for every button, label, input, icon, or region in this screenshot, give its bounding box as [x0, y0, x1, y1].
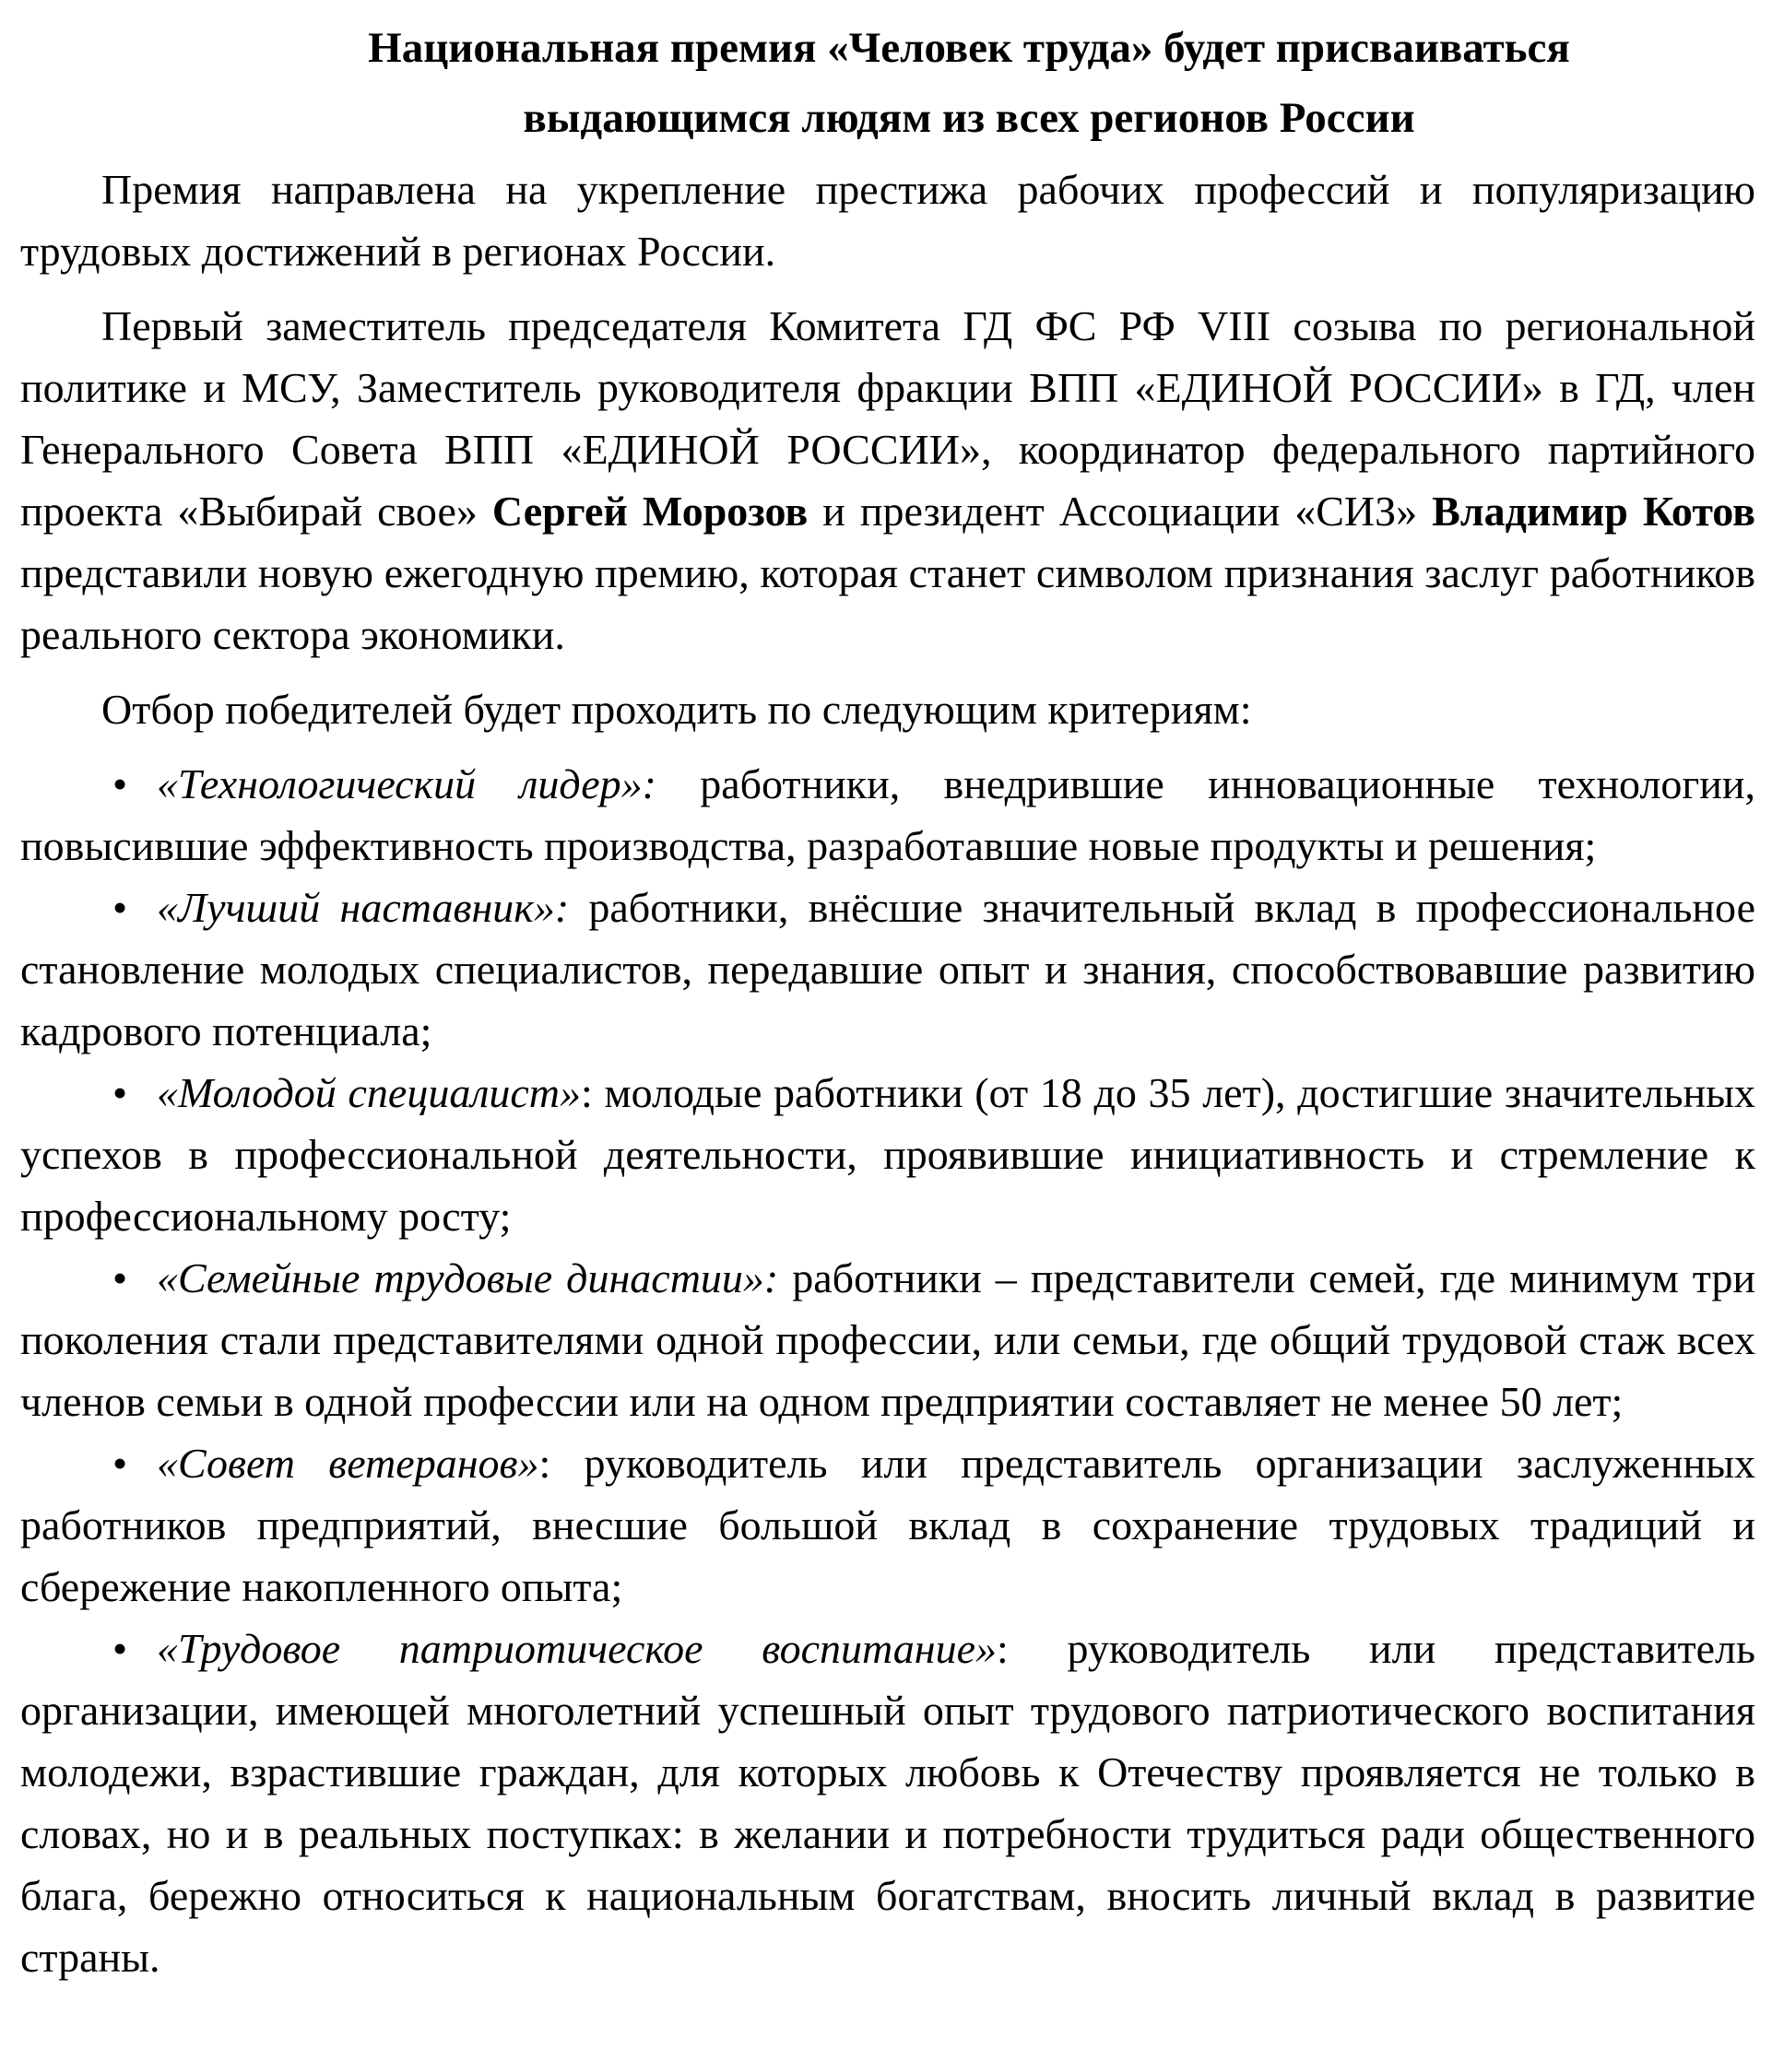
criteria-text: : руководитель или представитель организации, имеющей многолетний успешный опыт трудового патриотического воспитания молодежи, взрастившие граждан, для которых любовь к Отечеству проявляется не только в словах, но и в реальных поступках: в желании и потребности трудиться ради общественного блага, бережно относиться к национальным богатствам, вносить личный вклад в развитие страны.: [20, 1625, 1755, 1981]
criteria-item: [20, 1432, 1755, 1618]
name-kotov: Владимир Котов: [1432, 488, 1756, 535]
criteria-intro: Отбор победителей будет проходить по следующим критериям:: [101, 686, 1252, 733]
criteria-text: : молодые работники (от 18 до 35 лет), достигшие значительных успехов в профессиональной деятельности, проявившие инициативность и стремление к профессиональному росту;: [20, 1069, 1755, 1240]
criteria-name: «Семейные трудовые династии»:: [157, 1254, 779, 1301]
criteria-item: [20, 753, 1755, 877]
intro-paragraph: Премия направлена на укрепление престижа рабочих профессий и популяризацию трудовых достижений в регионах России.: [20, 166, 1755, 275]
presenters-text-3: представили новую ежегодную премию, которая станет символом признания заслуг работников реального сектора экономики.: [20, 549, 1755, 658]
title-line-2: выдающимся людям из всех регионов России: [523, 94, 1415, 142]
criteria-item: [20, 1247, 1755, 1432]
bullet-icon: •: [112, 1069, 128, 1116]
bullet-icon: •: [112, 1625, 128, 1672]
criteria-name: «Технологический лидер»:: [157, 760, 656, 807]
criteria-list: [20, 753, 1755, 1988]
criteria-text: работники, внёсшие значительный вклад в профессиональное становление молодых специалистов, передавшие опыт и знания, способствовавшие развитию кадрового потенциала;: [20, 884, 1755, 1054]
bullet-icon: •: [112, 884, 128, 931]
presenters-paragraph: [20, 295, 1755, 665]
criteria-name: «Трудовое патриотическое воспитание»: [157, 1625, 998, 1672]
criteria-name: «Совет ветеранов»: [157, 1440, 539, 1487]
presenters-text-1: Первый заместитель председателя Комитета ГД ФС РФ VIII созыва по региональной политике и МСУ, Заместитель руководителя фракции ВПП «ЕДИНОЙ РОССИИ» в ГД, член Генерального Совета ВПП «ЕДИНОЙ РОССИИ», координатор федерального партийного проекта «Выбирай свое»: [20, 302, 1755, 535]
bullet-icon: •: [112, 1254, 128, 1301]
bullet-icon: •: [112, 760, 128, 807]
criteria-item: [20, 877, 1755, 1062]
criteria-item: [20, 1062, 1755, 1247]
presenters-text-2: и президент Ассоциации «СИЗ»: [808, 488, 1433, 535]
criteria-text: : руководитель или представитель организации заслуженных работников предприятий, внесшие большой вклад в сохранение трудовых традиций и сбережение накопленного опыта;: [20, 1440, 1755, 1610]
criteria-item: [20, 1618, 1755, 1988]
bullet-icon: •: [112, 1440, 128, 1487]
title-line-1: Национальная премия «Человек труда» будет присваиваться: [368, 24, 1570, 72]
criteria-name: «Молодой специалист»: [157, 1069, 582, 1116]
criteria-text: работники, внедрившие инновационные технологии, повысившие эффективность производства, разработавшие новые продукты и решения;: [20, 760, 1756, 869]
criteria-text: работники – представители семей, где минимум три поколения стали представителями одной профессии, или семьи, где общий трудовой стаж всех членов семьи в одной профессии или на одном предприятии составляет не менее 50 лет;: [20, 1254, 1755, 1425]
document-title: [20, 13, 1755, 153]
criteria-name: «Лучший наставник»:: [157, 884, 570, 931]
name-morozov: Сергей Морозов: [491, 488, 809, 535]
